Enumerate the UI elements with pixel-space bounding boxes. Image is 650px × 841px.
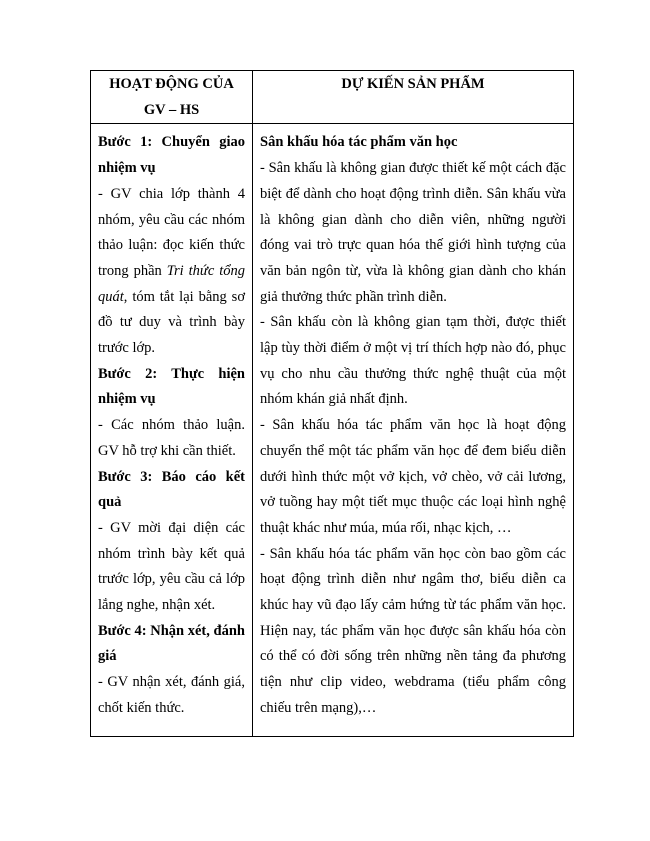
table-header-row: [91, 71, 574, 124]
product-paragraph-3: - Sân khấu hóa tác phẩm văn học là hoạt động chuyển thể một tác phẩm văn học để đem biểu diễn dưới hình thức một vở kịch, vở chèo, vở cải lương, vở tuồng hay một tiết mục thuộc các loại hình nghệ thuật khác như múa, múa rối, nhạc kịch, …: [260, 417, 566, 536]
header-activity: [91, 71, 253, 124]
header-activity-line1: HOẠT ĐỘNG CỦA: [109, 76, 234, 92]
product-paragraph-2: - Sân khấu còn là không gian tạm thời, được thiết lập tùy thời điểm ở một vị trí thích hợp nào đó, phục vụ cho nhu cầu thưởng thức nghệ thuật của một nhóm khán giả nhất định.: [260, 314, 566, 408]
product-cell: [253, 124, 574, 736]
step1-text-italic: Tri thức tổng quát: [98, 262, 246, 305]
step1-text-b: , tóm tắt lại bằng sơ đồ tư duy và trình bày trước lớp.: [98, 288, 245, 357]
step3-text: - GV mời đại diện các nhóm trình bày kết quả trước lớp, yêu cầu cả lớp lắng nghe, nhận xét.: [98, 519, 245, 614]
header-activity-line2: GV – HS: [143, 101, 200, 118]
step3-title-a: Bước 3: Báo cáo kết: [98, 468, 245, 485]
table-body-row: [91, 124, 574, 736]
step4-title-a: Bước 4: Nhận xét, đánh: [98, 622, 245, 639]
header-expected-product: [253, 71, 574, 124]
step4-text: - GV nhận xét, đánh giá, chốt kiến thức.: [98, 674, 245, 716]
product-title: Sân khấu hóa tác phẩm văn học: [260, 134, 458, 151]
product-paragraph-1: - Sân khấu là không gian được thiết kế một cách đặc biệt để dành cho hoạt động trình diễn. Sân khấu vừa là không gian dành cho diễn viên, những người đóng vai trò trực quan hóa thế giới hình tượng của văn bản ngôn từ, vừa là không gian dành cho khán giả thưởng thức phần trình diễn.: [260, 160, 566, 305]
step2-title-b: nhiệm vụ: [98, 391, 156, 408]
activity-cell: [91, 124, 253, 736]
step3-title-b: quả: [98, 494, 122, 511]
step1-title-b: nhiệm vụ: [98, 160, 156, 177]
step1-title-a: Bước 1: Chuyển giao: [98, 134, 245, 151]
product-paragraph-4: - Sân khấu hóa tác phẩm văn học còn bao gồm các hoạt động trình diễn như ngâm thơ, biểu diễn ca khúc hay vũ đạo lấy cảm hứng từ tác phẩm văn học. Hiện nay, tác phẩm văn học được sân khấu hóa còn có thể có đời sống trên những nền tảng đa phương tiện như clip video, webdrama (tiểu phẩm công chiếu trên mạng),…: [260, 545, 566, 716]
step2-text: - Các nhóm thảo luận. GV hỗ trợ khi cần thiết.: [98, 417, 245, 459]
step1-text: [98, 182, 245, 362]
header-expected-product-label: DỰ KIẾN SẢN PHẨM: [341, 76, 485, 92]
activity-table: [90, 70, 574, 737]
step4-title-b: giá: [98, 648, 117, 665]
step2-title-a: Bước 2: Thực hiện: [98, 365, 245, 382]
step1-text-a: - GV chia lớp thành 4 nhóm, yêu cầu các nhóm thảo luận: đọc kiến thức trong phần: [98, 185, 245, 279]
